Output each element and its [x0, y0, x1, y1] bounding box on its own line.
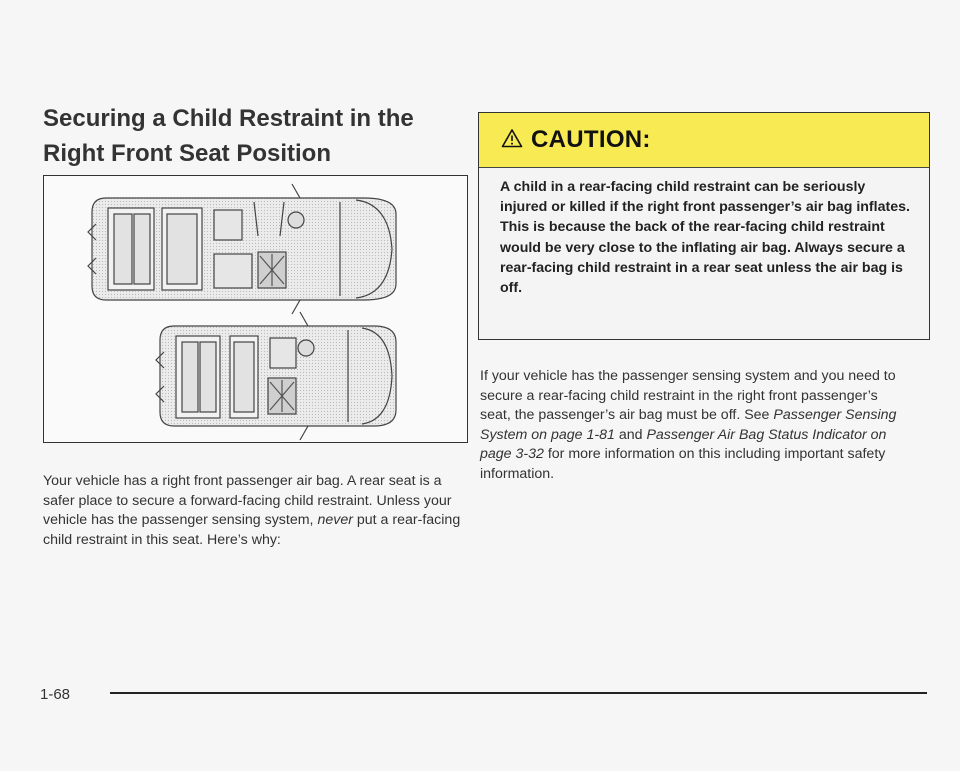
caution-box	[478, 112, 930, 340]
vehicle-seating-illustration	[43, 175, 468, 443]
sensing-system-paragraph	[480, 367, 910, 485]
warning-triangle-icon	[501, 128, 523, 153]
intro-emphasis: never	[317, 512, 353, 529]
intro-text-end: put a rear-facing child restraint in this seat. Here’s why:	[43, 512, 461, 548]
section-title: Securing a Child Restraint in the Right Front Seat Position	[43, 105, 414, 167]
caution-header	[479, 113, 929, 168]
sensing-text-1: If your vehicle has the passenger sensing system and you need to secure a rear-facing child restraint in the right front passenger’s seat, the passenger’s air bag must be off. See	[480, 368, 896, 424]
caution-text: A child in a rear-facing child restraint can be seriously injured or killed if the right front passenger’s air bag inflates. This is because the back of the rear-facing child restraint would be very close to the inflating air bag. Always secure a rear-facing child restraint in a rear seat unless the air bag is off.	[500, 179, 910, 297]
page-number: 1-68	[40, 686, 71, 703]
vehicle-diagram	[44, 176, 469, 444]
reference-air-bag-indicator[interactable]: Passenger Air Bag Status Indicator on page 3-32	[480, 426, 887, 463]
vehicle-top-view-2	[156, 312, 396, 440]
reference-passenger-sensing[interactable]: Passenger Sensing System on page 1-81	[480, 407, 897, 443]
sensing-text-3: for more information on this including important safety information.	[480, 446, 886, 482]
intro-text-start: Your vehicle has a right front passenger air bag. A rear seat is a safer place to secure a forward-facing child restraint. Unless your vehicle has the passenger sensing system,	[43, 473, 452, 529]
footer-divider	[110, 692, 927, 694]
intro-paragraph	[43, 472, 463, 550]
vehicle-top-view-1	[88, 184, 396, 314]
sensing-text-2: and	[614, 426, 647, 443]
caution-label: CAUTION:	[531, 126, 651, 153]
